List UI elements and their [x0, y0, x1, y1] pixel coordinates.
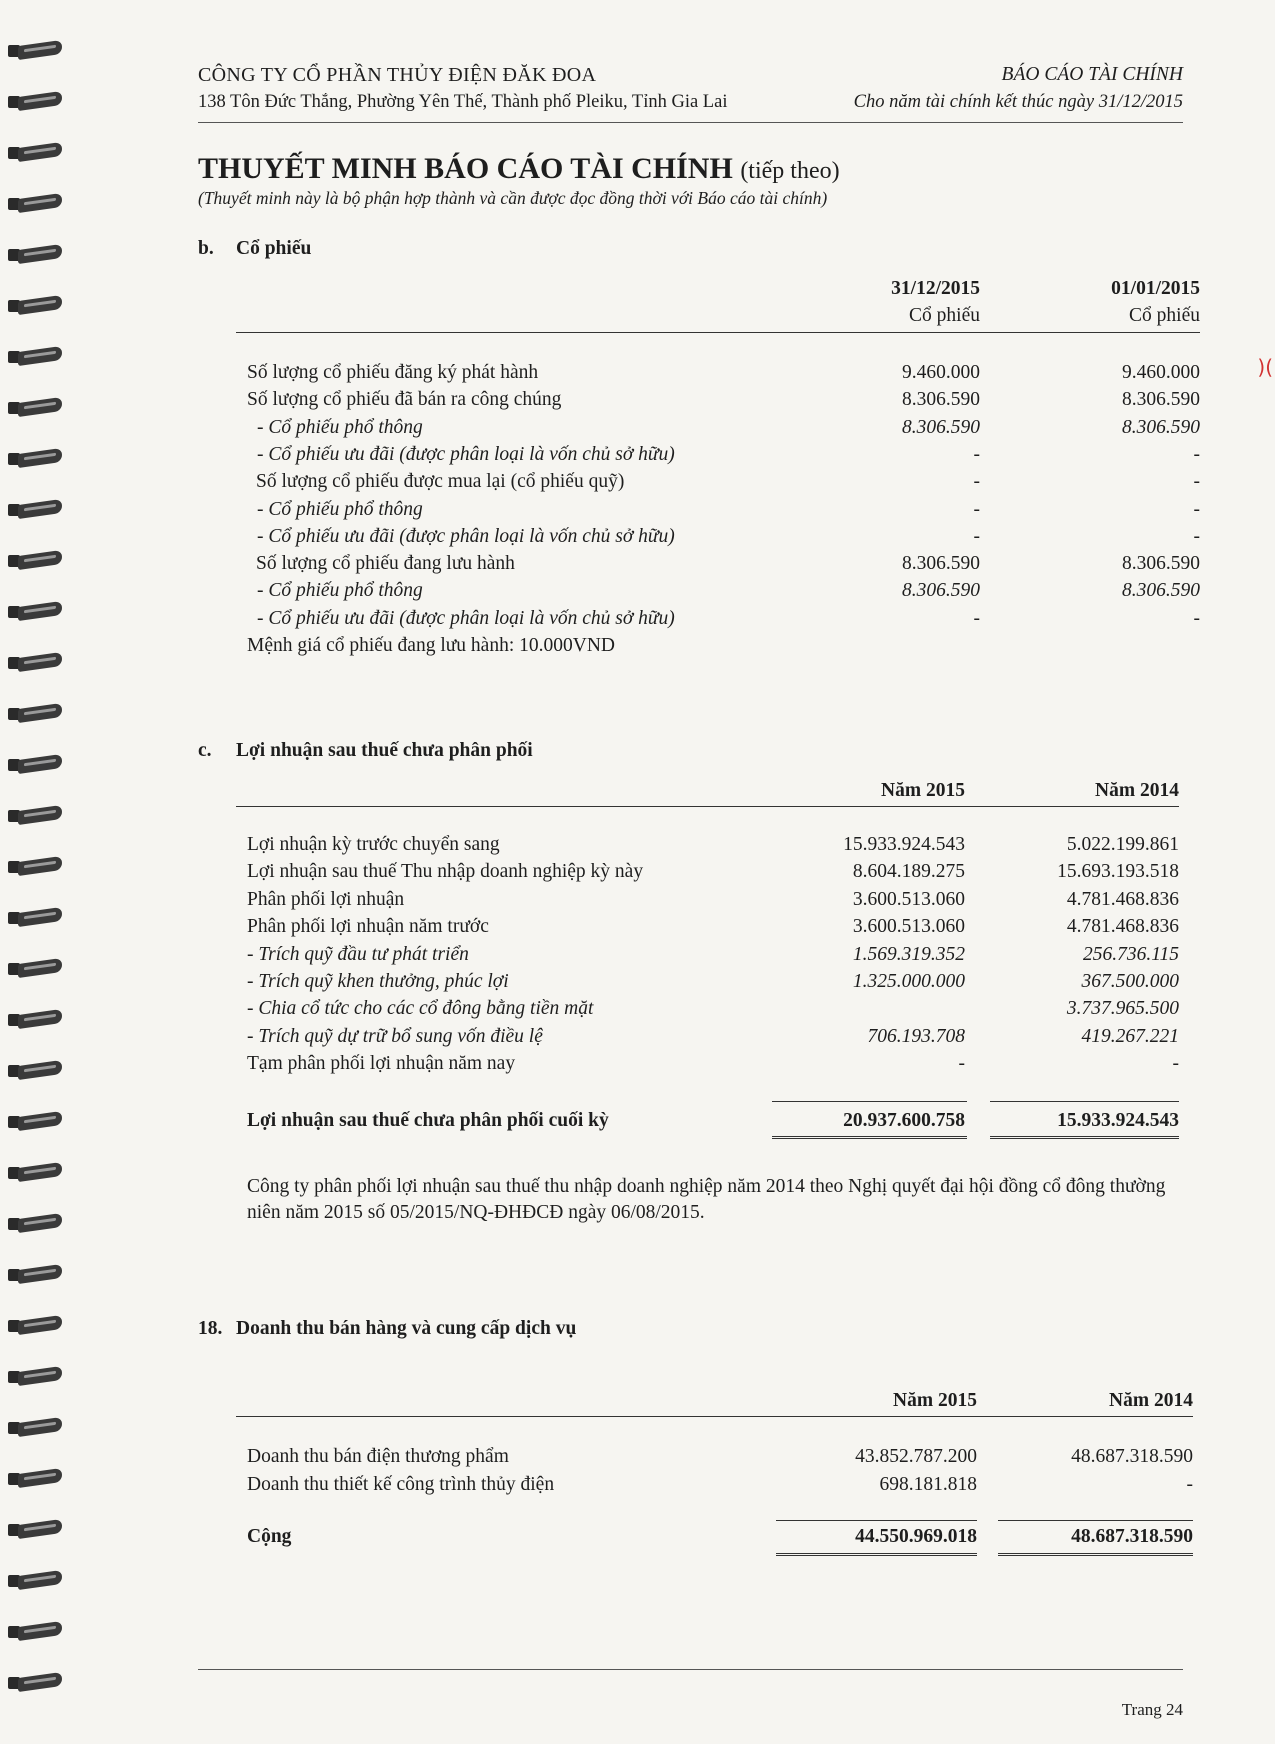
row-value-col1: 8.306.590 — [902, 553, 980, 575]
row-value-col2: 4.781.468.836 — [1066, 888, 1179, 910]
binding-ring — [8, 1621, 62, 1643]
row-value-col1: - — [973, 443, 980, 465]
section-b-col2-unit: Cổ phiếu — [1129, 305, 1200, 326]
table-row — [0, 889, 1275, 915]
row-label: Mệnh giá cổ phiếu đang lưu hành: 10.000VND — [247, 635, 616, 656]
section-18-total-v2: 48.687.318.590 — [1071, 1526, 1193, 1547]
section-18-col1-header: Năm 2015 — [893, 1390, 977, 1411]
row-value-col2: 419.267.221 — [1081, 1025, 1179, 1047]
report-title: BÁO CÁO TÀI CHÍNH — [1001, 64, 1183, 85]
section-18-total-double-rule-2 — [998, 1553, 1193, 1556]
report-period: Cho năm tài chính kết thúc ngày 31/12/2015 — [853, 92, 1183, 112]
row-value-col1: 43.852.787.200 — [855, 1446, 977, 1467]
section-b-header-rule — [236, 332, 1200, 333]
row-label: Tạm phân phối lợi nhuận năm nay — [247, 1053, 516, 1075]
row-value-col2: 367.500.000 — [1081, 971, 1179, 992]
binding-ring — [8, 40, 62, 62]
table-row — [0, 1053, 1275, 1079]
row-label: Số lượng cổ phiếu được mua lại (cổ phiếu quỹ) — [256, 471, 625, 493]
section-b-heading — [198, 238, 311, 260]
row-label: Phân phối lợi nhuận năm trước — [247, 916, 489, 938]
section-b-col1-header: 31/12/2015 — [891, 278, 980, 299]
row-value-col1: - — [973, 471, 980, 493]
section-18-header-rule — [236, 1416, 1193, 1417]
binding-ring — [8, 1162, 62, 1184]
section-c-col2-header: Năm 2014 — [1095, 780, 1179, 801]
section-b-number: b. — [198, 238, 214, 259]
table-row — [0, 1446, 1275, 1472]
section-c-total-label: Lợi nhuận sau thuế chưa phân phối cuối kỳ — [247, 1110, 609, 1131]
section-18-subtotal-rule-2 — [998, 1520, 1193, 1521]
table-row — [0, 916, 1275, 942]
table-row — [0, 499, 1275, 525]
binding-ring — [8, 1570, 62, 1592]
row-label: - Cổ phiếu ưu đãi (được phân loại là vốn chủ sở hữu) — [257, 443, 675, 465]
binding-wire — [18, 1213, 62, 1233]
table-row — [0, 998, 1275, 1024]
row-value-col1: 8.306.590 — [902, 389, 980, 411]
section-c-header-rule — [236, 806, 1179, 807]
binding-wire — [18, 1417, 62, 1437]
row-value-col2: 256.736.115 — [1082, 943, 1179, 965]
page-title-suffix: (tiếp theo) — [740, 158, 840, 184]
row-value-col1: 3.600.513.060 — [852, 888, 965, 910]
row-label: Số lượng cổ phiếu đang lưu hành — [256, 553, 515, 575]
table-row — [0, 608, 1275, 634]
row-label: - Trích quỹ khen thưởng, phúc lợi — [247, 971, 509, 992]
section-18-total-label: Cộng — [247, 1526, 292, 1547]
binding-ring — [8, 244, 62, 266]
binding-ring — [8, 1417, 62, 1439]
binding-wire — [18, 1315, 62, 1335]
section-18-total-row — [0, 1526, 1275, 1552]
binding-ring — [8, 703, 62, 725]
section-c-heading — [198, 740, 533, 762]
row-label: Phân phối lợi nhuận — [247, 888, 405, 910]
page-title-text: THUYẾT MINH BÁO CÁO TÀI CHÍNH — [198, 152, 733, 185]
row-value-col2: 3.737.965.500 — [1066, 998, 1179, 1020]
section-c-note: Công ty phân phối lợi nhuận sau thuế thu nhập doanh nghiệp năm 2014 theo Nghị quyết đại hội đồng cổ đông thường niên năm 2015 số 05/2015/NQ-ĐHĐCĐ ngày 06/08/2015. — [247, 1176, 1166, 1223]
table-row — [0, 1026, 1275, 1052]
row-label: - Trích quỹ đầu tư phát triển — [247, 943, 469, 965]
section-18-heading — [198, 1318, 576, 1340]
row-label: - Cổ phiếu phổ thông — [257, 580, 423, 602]
section-c-number: c. — [198, 740, 212, 761]
binding-ring — [8, 142, 62, 164]
row-value-col1: 1.569.319.352 — [852, 943, 965, 965]
binding-wire — [18, 91, 62, 111]
section-18-number: 18. — [198, 1318, 223, 1339]
section-c-subtotal-rule-2 — [990, 1101, 1179, 1102]
row-value-col2: 8.306.590 — [1122, 580, 1200, 602]
binding-wire — [18, 142, 62, 162]
row-label: - Cổ phiếu phổ thông — [257, 416, 423, 438]
row-value-col1: - — [973, 607, 980, 629]
row-value-col1: 15.933.924.543 — [843, 834, 965, 855]
table-row — [0, 471, 1275, 497]
row-value-col2: - — [1193, 607, 1200, 629]
header-divider — [198, 122, 1183, 123]
row-value-col1: 9.460.000 — [902, 362, 980, 383]
company-address: 138 Tôn Đức Thắng, Phường Yên Thế, Thành phố Pleiku, Tỉnh Gia Lai — [198, 92, 728, 112]
binding-wire — [18, 1570, 62, 1590]
binding-wire — [18, 193, 62, 213]
binding-ring — [8, 805, 62, 827]
section-c-subtotal-rule-1 — [772, 1101, 967, 1102]
row-label: - Cổ phiếu ưu đãi (được phân loại là vốn chủ sở hữu) — [257, 607, 675, 629]
row-value-col2: - — [1193, 525, 1200, 547]
table-row — [0, 635, 1275, 661]
table-row — [0, 971, 1275, 997]
row-value-col1: 8.306.590 — [902, 416, 980, 438]
section-c-total-v1: 20.937.600.758 — [843, 1110, 965, 1131]
section-18-subtotal-rule-1 — [776, 1520, 977, 1521]
row-label: - Cổ phiếu ưu đãi (được phân loại là vốn chủ sở hữu) — [257, 525, 675, 547]
row-value-col2: 9.460.000 — [1122, 362, 1200, 383]
binding-wire — [18, 1621, 62, 1641]
section-c-title: Lợi nhuận sau thuế chưa phân phối — [236, 740, 533, 761]
row-value-col1: - — [973, 498, 980, 520]
table-row — [0, 580, 1275, 606]
row-value-col1: 1.325.000.000 — [852, 971, 965, 992]
binding-wire — [18, 1264, 62, 1284]
row-value-col2: 15.693.193.518 — [1057, 861, 1179, 883]
row-value-col2: - — [1193, 471, 1200, 493]
row-value-col2: 8.306.590 — [1122, 416, 1200, 438]
page-number: Trang 24 — [1121, 1700, 1183, 1719]
row-value-col2: - — [1193, 443, 1200, 465]
row-value-col2: 5.022.199.861 — [1066, 834, 1179, 855]
binding-wire — [18, 295, 62, 315]
row-value-col2: 4.781.468.836 — [1066, 916, 1179, 938]
section-c-total-double-rule-2 — [990, 1136, 1179, 1139]
binding-ring — [8, 1366, 62, 1388]
binding-ring — [8, 1315, 62, 1337]
table-row — [0, 861, 1275, 887]
row-label: - Cổ phiếu phổ thông — [257, 498, 423, 520]
section-18-title: Doanh thu bán hàng và cung cấp dịch vụ — [236, 1318, 577, 1339]
row-value-col2: 8.306.590 — [1122, 389, 1200, 411]
row-label: Doanh thu thiết kế công trình thủy điện — [247, 1473, 555, 1495]
table-row — [0, 834, 1275, 860]
page-title — [198, 152, 840, 186]
binding-wire — [18, 754, 62, 774]
row-value-col2: 8.306.590 — [1122, 553, 1200, 575]
row-label: Số lượng cổ phiếu đã bán ra công chúng — [247, 389, 562, 411]
section-b-col2-header: 01/01/2015 — [1111, 278, 1200, 299]
binding-wire — [18, 244, 62, 264]
row-value-col1: 698.181.818 — [879, 1473, 977, 1495]
binding-ring — [8, 295, 62, 317]
binding-ring — [8, 1213, 62, 1235]
table-row — [0, 944, 1275, 970]
footer-divider — [198, 1669, 1183, 1670]
row-value-col1: 706.193.708 — [867, 1025, 965, 1047]
section-18-total-double-rule-1 — [776, 1553, 977, 1556]
row-value-col2: 48.687.318.590 — [1071, 1446, 1193, 1467]
table-row — [0, 362, 1275, 388]
binding-wire — [18, 805, 62, 825]
binding-ring — [8, 1264, 62, 1286]
company-name: CÔNG TY CỔ PHẦN THỦY ĐIỆN ĐĂK ĐOA — [198, 64, 597, 86]
binding-ring — [8, 193, 62, 215]
row-label: Lợi nhuận sau thuế Thu nhập doanh nghiệp kỳ này — [247, 861, 644, 883]
row-value-col2: - — [1193, 498, 1200, 520]
table-row — [0, 526, 1275, 552]
row-value-col1: 8.604.189.275 — [852, 861, 965, 883]
row-value-col1: 8.306.590 — [902, 580, 980, 602]
binding-ring — [8, 1672, 62, 1694]
binding-wire — [18, 40, 62, 60]
section-c-total-v2: 15.933.924.543 — [1057, 1110, 1179, 1131]
binding-wire — [18, 1162, 62, 1182]
page-subtitle: (Thuyết minh này là bộ phận hợp thành và cần được đọc đồng thời với Báo cáo tài chính) — [198, 188, 828, 208]
row-label: - Chia cổ tức cho các cổ đông bằng tiền mặt — [247, 998, 594, 1020]
table-row — [0, 444, 1275, 470]
row-label: Doanh thu bán điện thương phẩm — [247, 1446, 509, 1467]
row-value-col1: - — [958, 1053, 965, 1075]
table-row — [0, 417, 1275, 443]
table-row — [0, 553, 1275, 579]
section-b-col1-unit: Cổ phiếu — [909, 305, 980, 326]
row-value-col1: 3.600.513.060 — [852, 916, 965, 938]
row-value-col2: - — [1186, 1473, 1193, 1495]
binding-ring — [8, 754, 62, 776]
binding-wire — [18, 1366, 62, 1386]
section-18-total-v1: 44.550.969.018 — [855, 1526, 977, 1547]
row-label: Lợi nhuận kỳ trước chuyển sang — [247, 834, 500, 855]
section-c-col1-header: Năm 2015 — [881, 780, 965, 801]
section-c-total-double-rule-1 — [772, 1136, 967, 1139]
binding-wire — [18, 703, 62, 723]
row-label: - Trích quỹ dự trữ bổ sung vốn điều lệ — [247, 1025, 543, 1047]
binding-wire — [18, 1672, 62, 1692]
section-c-total-row — [0, 1110, 1275, 1136]
row-value-col2: - — [1172, 1053, 1179, 1075]
row-value-col1: - — [973, 525, 980, 547]
binding-ring — [8, 91, 62, 113]
table-row — [0, 389, 1275, 415]
section-b-title: Cổ phiếu — [236, 238, 312, 259]
stamp-fragment: )( — [1257, 355, 1273, 379]
section-18-col2-header: Năm 2014 — [1109, 1390, 1193, 1411]
row-label: Số lượng cổ phiếu đăng ký phát hành — [247, 362, 539, 383]
table-row — [0, 1474, 1275, 1500]
